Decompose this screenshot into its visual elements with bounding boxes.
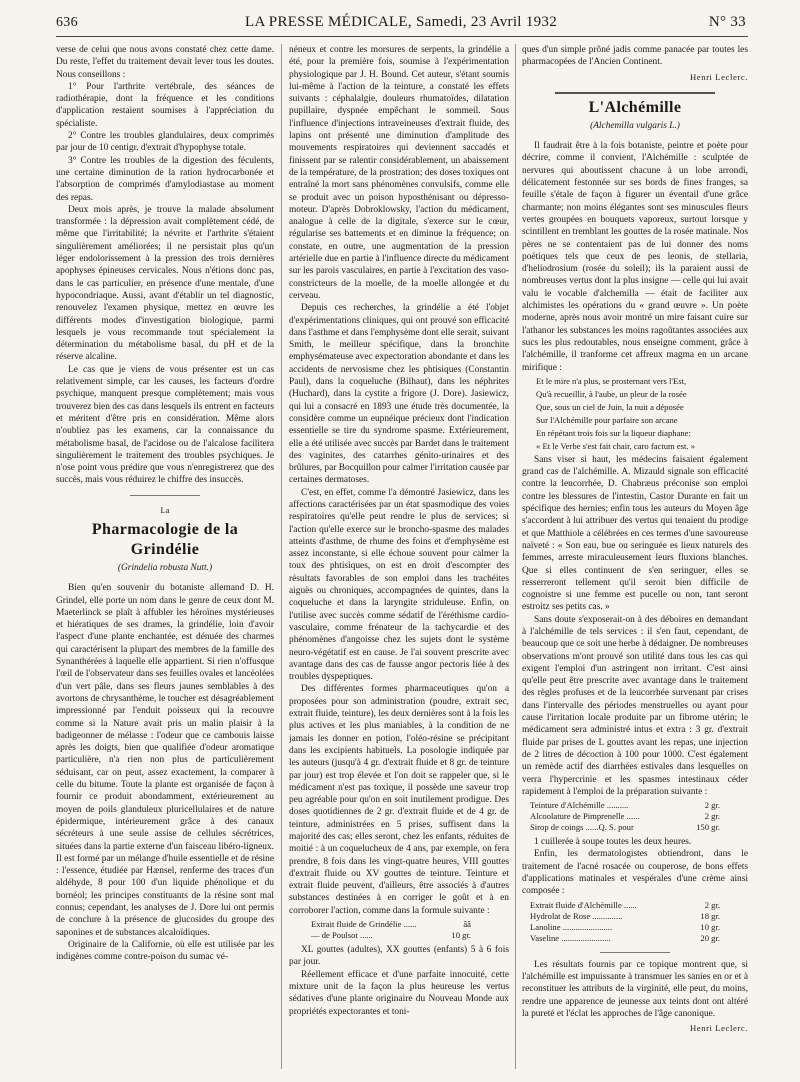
- recipe-row: [530, 911, 748, 922]
- paragraph: Deux mois après, je trouve la malade absolument transformée : la dépression avait complètement cédé, de même que l'irritabilité; la névrite et l'arthrite s'étaient singulièrement améliorées; il ne persistait plus qu'un léger endolorissement à la pression des trois dernières apophyses épineuses cervicales. Nous n'étions donc pas, dans le cas particulier, en présence d'une mentale, d'une hypocondriaque. Aussi, avant d'établir un tel diagnostic, renouvelez l'examen physique, mettez en œuvre les différents modes d'investigation biologique, parmi lesquels je vous recommande tout spécialement la détermination du métabolisme basal, du pH et de la réserve alcaline.: [56, 204, 274, 363]
- article-subtitle: (Alchemilla vulgaris L.): [590, 120, 680, 131]
- paragraph: Il faudrait être à la fois botaniste, peintre et poète pour décrire, comme il convient, l'Alchémille : sculptée de nervures qui aboutissent chacune à un lobe arrondi, délicatement festonnée sur ses bords de fines franges, sa feuille s'étale de façon à figurer un éventail d'une grâce charmante; non moins élégantes sont ses minuscules fleurs vertes groupées en bouquets vaporeux, surtout lorsque y scintillent en tremblant les gouttes de la rosée matinale. Nos pères ne se contentaient pas de lui donner des noms poétiques tels que ceux de pes leonis, de stellaria, d'heliodrosium (rosée du soleil); ils la paraient aussi de nombreuses vertus dont la plus insigne — celle qui lui avait valu le vocable d'alchemilla — était de faciliter aux alchimistes les opérations du « grand œuvre ». Un poète moderne, après nous avoir montré un mire faisant cuire sur l'athanor les substances les moins ragoûtantes associées aux sucs les plus redoutables, nous enseigne comment, grâce à l'alchémille, il tranforme cet affreux magma en un arcane mirifique :: [522, 141, 748, 373]
- paragraph: 1° Pour l'arthrite vertébrale, des séances de radiothérapie, dont la fréquence et les conditions d'application restaient soumises à l'appréciation du spécialiste.: [56, 81, 274, 129]
- article-title-grindelie: Pharmacologie de la Grindélie: [91, 520, 239, 558]
- column-middle: [289, 44, 509, 1072]
- formula-quantity: 10 gr.: [451, 930, 471, 941]
- recipe-ingredient: Hydrolat de Rose ..............: [530, 910, 623, 921]
- paragraph: C'est, en effet, comme l'a démontré Jasiewicz, dans les affections caractérisées par un état spasmodique des voies respiratoires qu'elle peut rendre le plus de services; si l'action qu'elle exerce sur le broncho-spasme des malades atteints d'asthme, de rhume des foins et d'emphysème est assez inconstante, si elle échoue souvent pour calmer la toux des phtisiques, on est en droit d'escompter des résultats favorables de son emploi dans les trachéites aiguës ou chroniques, accompagnées de quintes, dans la coqueluche et dans la laryngite striduleuse. Enfin, on l'utilise avec succès comme sédatif de l'éréthisme cardio-vasculaire, comme frénateur de la tachycardie et des phénomènes d'angoisse chez les sujets dont le système neuro-végétatif est en cause. Je l'ai souvent prescrite avec avantage dans des cas de fausse angor pectoris liée à des troubles dyspeptiques.: [289, 487, 509, 683]
- article-kicker: La: [160, 504, 170, 515]
- recipe-row: [530, 933, 748, 944]
- journal-title: LA PRESSE MÉDICALE, Samedi, 23 Avril 1932: [244, 14, 558, 30]
- recipe-quantity: 18 gr.: [700, 910, 720, 921]
- recipe-quantity: 2 gr.: [704, 899, 720, 910]
- recipe-quantity: 2 gr.: [704, 800, 720, 811]
- verse-line: Sur l'Alchémille pour parfaire son arcane: [536, 414, 678, 425]
- page-header: [56, 12, 746, 38]
- recipe-row: [530, 900, 748, 911]
- article-separator: [130, 495, 200, 496]
- author-signature: Henri Leclerc.: [689, 1023, 748, 1034]
- column-divider: [281, 44, 282, 1069]
- verse-line: « Et le Verbe s'est fait chair, caro factum est. »: [536, 440, 696, 451]
- article-separator: [600, 952, 670, 953]
- column-left: [56, 44, 274, 1072]
- recipe-cream: [530, 900, 748, 944]
- formula-ingredient: Extrait fluide de Grindélie ......: [311, 919, 417, 930]
- formula-row: [311, 919, 509, 930]
- article-separator: [555, 92, 715, 94]
- paragraph: 1 cuillerée à soupe toutes les deux heures.: [534, 837, 692, 848]
- author-signature: Henri Leclerc.: [689, 71, 748, 82]
- paragraph: Le cas que je viens de vous présenter est un cas relativement simple, car les causes, les facteurs d'ordre psychique, manquent presque complètement; mais vous trouverez bien des cas dans lesquels ils entrent en facteurs et méritent d'être pris en considération. Même alors n'oubliez pas les examens, car la connaissance du métabolisme basal, de l'acidose ou de l'alcalose facilitera singulièrement le traitement des troubles psychiques. Je n'ose point vous prédire que vous n'enregistrerez que des succès, mais vous réduirez le chiffre des insuccès.: [56, 364, 274, 486]
- column-right: [522, 44, 748, 1072]
- recipe-row: [530, 800, 748, 811]
- column-divider: [515, 44, 516, 1069]
- paragraph: Originaire de la Californie, où elle est utilisée par les indigènes comme contre-poison du sumac vé-: [56, 939, 274, 963]
- article-title-alchemille: L'Alchémille: [588, 98, 682, 116]
- issue-number: N° 33: [708, 14, 746, 30]
- formula-ingredient: — de Poulsot ......: [311, 930, 373, 941]
- paragraph: Les résultats fournis par ce topique montrent que, si l'alchémille est impuissante à transmuer les sanies en or et à reconstituer les attributs de la virginité, elle peut, du moins, rendre une apparence de jeunesse aux teints dont ont altéré la pureté et l'éclat les approches de l'âge canonique.: [522, 959, 748, 1019]
- paragraph: Sans doute s'exposerait-on à des déboires en demandant à l'alchémille de tels services : il s'en faut, cependant, de beaucoup que ce soit une herbe à dédaigner. De nombreuses observations m'ont prouvé son utilité dans tous les cas qui exigent l'emploi d'un astringent non irritant. C'est ainsi qu'elle peut être prescrite avec avantage dans le traitement des règles profuses et de la leucorrhée survenant par crises dans l'intervalle des périodes menstruelles ou ayant pour cause l'irritation locale produite par un fibrome utérin; le médicament sera administré intus et extra : 3 gr. d'extrait fluide par prises de L gouttes avant les repas, une injection de 2 litres de décoction à 100 pour 1000. C'est également un remède actif des diarrhées estivales dans lesquelles on verra l'hypercrinie et les spasmes intestinaux céder rapidement à l'emploi de la préparation suivante :: [522, 614, 748, 797]
- recipe-ingredient: Alcoolature de Pimprenelle ......: [530, 811, 640, 822]
- recipe-row: [530, 811, 748, 822]
- paragraph: Des différentes formes pharmaceutiques qu'on a proposées pour son administration (poudre, extrait sec, extrait fluide, teinture), les deux dernières sont à la fois les plus actives et les plus maniables, à la condition de ne jamais les donner en potion, l'oléo-résine se précipitant dans les excipients habituels. La posologie indiquée par les auteurs (jusqu'à 4 gr. d'extrait fluide et 8 gr. de teinture par jour) est trop élevée et l'on doit se rappeler que, si le médicament n'est pas toxique, il possède une saveur trop peu agréable pour qu'on en soit inutilement prodigue. Des doses quotidiennes de 2 gr. d'extrait fluide et de 4 gr. de teinture, administrées en 5 prises, suffisent dans la majorité des cas; elles seront, chez les enfants, réduites de moitié : à un coquelucheux de 4 ans, par exemple, on fera prendre, 8 fois dans les vingt-quatre heures, VIII gouttes d'extrait fluide ou XV gouttes de teinture. Teinture et extrait fluide peuvent, d'ailleurs, être associés à d'autres substances destinées à en corriger le goût et à en corroborer l'action, comme dans la formule suivante :: [289, 684, 509, 916]
- page-number: 636: [56, 15, 78, 30]
- recipe-ingredient: Teinture d'Alchémille ..........: [530, 800, 629, 811]
- verse-line: Et le mire n'a plus, se prosternant vers l'Est,: [536, 375, 687, 386]
- paragraph: verse de celui que nous avons constaté chez cette dame. Du reste, l'effet du traitement devait lever tous les doutes. Nous conseillons :: [56, 45, 274, 80]
- formula-row: [311, 930, 509, 941]
- paragraph: 2° Contre les troubles glandulaires, deux comprimés par jour de 10 centigr. d'extrait d'hypophyse totale.: [56, 131, 274, 154]
- verse-line: Que, sous un ciel de Juin, la nuit a déposée: [536, 401, 684, 412]
- paragraph: 3° Contre les troubles de la digestion des féculents, une certaine diminution de la ration hydrocarbonée et l'absorption de comprimés d'amylodiastase au moment des repas.: [56, 155, 274, 203]
- formula-quantity: ââ: [463, 919, 471, 930]
- recipe-ingredient: Extrait fluide d'Alchémille ......: [530, 899, 637, 910]
- recipe-quantity: 20 gr.: [700, 932, 720, 943]
- recipe-ingredient: Lanoline .......................: [530, 921, 613, 932]
- paragraph: néneux et contre les morsures de serpents, la grindélie a été, pour la première fois, soumise à l'expérimentation physiologique par J. H. Bound. Cet auteur, s'étant soumis lui-même à l'action de la teinture, a constaté les effets suivants : céphalalgie, douleurs rhumatoïdes, dilatation pupillaire, dyspnée empêchant le sommeil. Sous l'influence d'injections intraveineuses d'extrait fluide, des lapins ont présenté une diminution d'amplitude des mouvements respiratoires qui deviennent saccadés et finissent par se ralentir considérablement, un abaissement de la température, de la prostration; des doses toxiques ont entraîné la mort sans phénomènes convulsifs, comme elle se produit avec un poison hyposthénisant ou dépresso-moteur. D'après Dobroklowsky, l'action du médicament, analogue à celle de la digitale, s'exerce sur le cœur, régularise ses battements et en diminue la fréquence; on constate, en outre, une augmentation de la pression artérielle due en partie à l'influence directe du médicament sur les parois vasculaires, en partie à l'excitation des vaso-constricteurs de la moelle, de la moelle allongée et du cerveau.: [289, 45, 509, 301]
- recipe-ingredient: Sirop de coings ......Q. S. pour: [530, 822, 634, 833]
- paragraph: Depuis ces recherches, la grindélie a été l'objet d'expérimentations cliniques, qui ont prouvé son efficacité dans l'asthme et dans l'emphysème dont elle serait, suivant Smith, le meilleur spécifique, dans la bronchite emphysémateuse avec expectoration abondante et dans les accidents de nervosisme chez les phtisiques (Constantin Paul), dans la coqueluche (Bilhaut), dans les néphrites (Huchard), dans la cystite a frigore (J. Dore). Jasiewicz, qui lui a consacré en 1893 une étude très documentée, la considère comme un eupnéique précieux dont l'indication essentielle se tire du syndrome spasme. Extérieurement, elle a été utilisée avec succès par Bardet dans le traitement des vaginites, des catarrhes génito-urinaires et des brûlures, par Bocquillon pour calmer l'irritation causée par certaines dermatoses.: [289, 303, 509, 486]
- recipe-diarrhea: [530, 800, 748, 833]
- verse-line: En répétant trois fois sur la liqueur diaphane:: [536, 427, 691, 438]
- recipe-row: [530, 822, 748, 833]
- formula-grindelie: [311, 919, 509, 941]
- paragraph: XL gouttes (adultes), XX gouttes (enfants) 5 à 6 fois par jour.: [289, 945, 509, 968]
- recipe-quantity: 150 gr.: [696, 822, 720, 833]
- paragraph: ques d'un simple prôné jadis comme panacée par toutes les pharmacopées de l'Ancien Continent.: [522, 45, 748, 68]
- recipe-quantity: 2 gr.: [704, 811, 720, 822]
- verse-line: Qu'à recueillir, à l'aube, un pleur de la rosée: [536, 388, 687, 399]
- recipe-quantity: 10 gr.: [700, 921, 720, 932]
- paragraph: Bien qu'en souvenir du botaniste allemand D. H. Grindel, elle porte un nom dans le genre de ceux dont M. Maeterlinck se plaît à affubler les héroïnes mystérieuses et hiératiques de ses drames, la grindélie, loin d'avoir l'aspect d'une plante enchantée, est dénuée des charmes qui caractérisent la plupart des membres de la famille des Synanthérées à laquelle elle appartient. Si rien n'offusque l'œil de l'observateur dans ses feuilles ovales et lancéolées d'un vert pâle, dans ses fleurs jaunes semblables à des avortons de chrysanthème, le toucher est désagréablement impressionné par l'enduit poisseux qui la recouvre comme si la Nature avait pris un malin plaisir à la badigeonner de mélasse : l'odeur que ce cambouis laisse après les doigts, bien que qualifiée d'odeur aromatique particulière, n'a rien non plus de particulièrement séduisant, car on peut, assez exactement, la comparer à celle du bitume. Toute la plante est organisée de façon à fournir ce produit abondamment, extérieurement au moyen de poils glanduleux pluricellulaires et de nature épidermique, intérieurement grâce à des canaux sécréteurs à une seule assise de cellules sécrétrices, situées dans la partie externe d'un faisceau libéro-ligneux. Il est formé par un mélange d'huile essentielle et de résine : l'essence, étudiée par Hænsel, renferme des traces d'un aldéhyde, 8 pour 100 d'un liquide phénolique et du bornéol; les principes constituants de la résine sont mal connus; cependant, les analyses de J. Dore lui ont permis de conclure à la présence de glucosides du groupe des saponines et de substances alcaloïdiques.: [56, 583, 274, 938]
- paragraph: Enfin, les dermatologistes obtiendront, dans le traitement de l'acné rosacée ou couperose, de bons effets d'applications matinales et vespérales d'une crème ainsi composée :: [522, 849, 748, 897]
- paragraph: Sans viser si haut, les médecins faisaient également grand cas de l'alchémille. A. Mizauld signale son efficacité contre la leucorrhée, D. Chabræus préconise son emploi contre les blessures de l'intestin, Castor Durante en fait un spécifique des hernies; enfin tous les auteurs du Moyen âge s'accordent à lui attribuer des vertus qui tenaient du prodige et que Matthiole a célébrées en ces termes d'une savoureuse naïveté : « Son eau, bue ou seringuée es lieux naturels des femmes, arreste miraculeusement leurs fluxions blanches. Que si elles continuent de s'en seringuer, elles se resserreront tellement qu'il seroit bien difficile de cognoistre si une femme est pucelle ou non, tant seront estroitz ses petits cas. »: [522, 454, 748, 613]
- recipe-row: [530, 922, 748, 933]
- header-rule: [56, 36, 748, 37]
- article-subtitle: (Grindelia robusta Nutt.): [117, 562, 213, 573]
- recipe-ingredient: Vaseline .......................: [530, 932, 611, 943]
- paragraph: Réellement efficace et d'une parfaite innocuité, cette mixture unit de la façon la plus heureuse les vertus sédatives d'une plante originaire du Nouveau Monde aux propriétés expectorantes et toni-: [289, 969, 509, 1017]
